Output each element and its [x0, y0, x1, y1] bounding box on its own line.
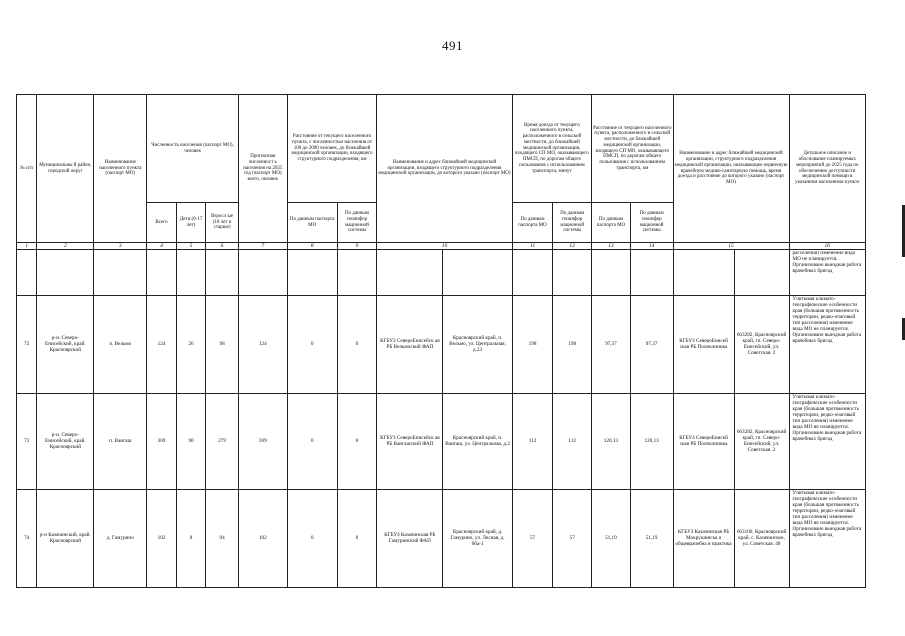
row-description: Учитывая климато-географические особенности края (большая протяженность территории, редко-очаговый тип расселения) изменение вида МО не планируется. Организовано выездная работа врачебных бригад [789, 394, 865, 490]
column-number: 11 [512, 243, 553, 250]
row-time-passport: 57 [512, 490, 553, 588]
table-row [17, 394, 866, 490]
column-number: 10 [377, 243, 512, 250]
row-total: 124 [147, 296, 177, 394]
row-description: Учитывая климато-географические особенности края (большая протяженность территории, редко-очаговый тип расселения) изменение вида МО не планируется. Организовано выездная работа врачебных бригад [789, 296, 865, 394]
header-district: Муниципальны й район, городской округ [37, 95, 94, 243]
row-dist-passport: 0 [287, 394, 337, 490]
column-number: 5 [176, 243, 206, 250]
header-num: № п/п [17, 95, 37, 243]
row-children: 90 [176, 394, 206, 490]
header-time-passport: По данным паспорта МО [512, 203, 553, 243]
header-distance-rural: Расстояние от текущего населенного пункта, расположенного в сельской местности, до ближайшей медицинской организации, входящего СП МО, оказывающего ПМСП, по дорогам общего пользования с использованием транспорта, км [592, 95, 673, 203]
continuation-row [17, 250, 866, 296]
row-mo-address: Красноярский край, д. Гамурино, ул. Лесная, д. 6ба-1 [443, 490, 512, 588]
header-dist-geo: По данным геоинфор мационной системы [337, 203, 377, 243]
row-mo-address: Красноярский край, п. Вангаш, ул. Центральная, д.2 [443, 394, 512, 490]
row-district: р-н. Северо-Енисейский, край. Красноярский [37, 296, 94, 394]
row-children: 26 [176, 296, 206, 394]
header-distance: Расстояние от текущего населенного пункта, с численностью населения от 100 до 2000 человек, до ближайшей медицинской организации, входящего структурного подразделения, км [287, 95, 377, 203]
row-dist-geo: 0 [337, 490, 377, 588]
continuation-description: расселения) изменение вида МО не планируется. Организовано выездная работа врачебных бригад [789, 250, 865, 296]
row-pmsp-address: 663282, Красноярский край, гп. Северо-Енисейский, ул. Советская. 2 [734, 296, 789, 394]
table-row [17, 490, 866, 588]
header-description: Детальное описание и обоснование планируемых мероприятий до 2025 года по обеспечению доступности медицинской помощи в указанном населенном пункте [789, 95, 865, 243]
row-pmsp-address: 663100, Красноярский край, с. Казачинское, ул. Советская. 48 [734, 490, 789, 588]
row-time-geo: 57 [553, 490, 592, 588]
header-pop-adults: Взросл ые (18 лет и старше) [206, 203, 239, 243]
row-dist-passport: 0 [287, 296, 337, 394]
row-pmsp-name: КГБУЗ СевероЕнисей ская РБ Поликлиника [673, 296, 734, 394]
row-dist2-passport: 51,19 [592, 490, 631, 588]
row-dist2-passport: 97,37 [592, 296, 631, 394]
column-number-row [17, 243, 866, 250]
header-pmsp: Наименование и адрес ближайшей медицинской организации, структурного подразделения медицинской организации, оказывающее первичную врачебную медико-санитарную помощь, время доезда и расстояние до которого указано (паспорт МО) [673, 95, 789, 243]
row-children: 8 [176, 490, 206, 588]
row-forecast: 369 [238, 394, 287, 490]
row-settlement: п. Вангаш [94, 394, 147, 490]
row-district: р-н. Северо-Енисейский, край. Красноярский [37, 394, 94, 490]
row-num: 73 [17, 394, 37, 490]
row-dist-passport: 0 [287, 490, 337, 588]
column-number: 8 [287, 243, 337, 250]
column-number: 15 [673, 243, 789, 250]
column-number: 16 [789, 243, 865, 250]
header-pop-children: Дети (0-17 лет) [176, 203, 206, 243]
column-number: 6 [206, 243, 239, 250]
row-pmsp-name: КГБУЗ Казачинская РБ Мокрушинска я общеврачебна я практика [673, 490, 734, 588]
column-number: 1 [17, 243, 37, 250]
column-number: 13 [592, 243, 631, 250]
row-time-passport: 112 [512, 394, 553, 490]
header-dist-passport: По данным паспорта МО [287, 203, 337, 243]
row-adults: 279 [206, 394, 239, 490]
header-time-geo: По данным геоинфор мационной системы [553, 203, 592, 243]
row-time-passport: 198 [512, 296, 553, 394]
row-num: 72 [17, 296, 37, 394]
row-dist2-passport: 120,13 [592, 394, 631, 490]
column-number: 2 [37, 243, 94, 250]
row-settlement: п. Вельмо [94, 296, 147, 394]
row-mo-address: Красноярский край, п. Вельмо, ул. Центральная, д.23 [443, 296, 512, 394]
column-number: 9 [337, 243, 377, 250]
row-adults: 98 [206, 296, 239, 394]
row-mo-name: КГБУЗ Казачинская РБ Гамуринский ФАП [377, 490, 443, 588]
header-population: Численность населения (паспорт МО), человек [147, 95, 239, 203]
header-travel-time: Время доезда от текущего населенного пункта, расположенного в сельской местности, до ближайшей медицинской организации, входящего СП МО, оказывающего ПМСП, по дорогам общего пользования с использованием транспорта, минут [512, 95, 591, 203]
row-dist-geo: 0 [337, 296, 377, 394]
header-mo: Наименование и адрес ближайшей медицинской организации, входящего структурного подразделения медицинской организации, до которого указано (паспорт МО) [377, 95, 512, 243]
row-dist2-geo: 97,37 [630, 296, 673, 394]
medical-access-table [16, 94, 866, 588]
header-forecast: Прогнозная численност ь населения на 2025 год (паспорт МО) всего, человек [238, 95, 287, 243]
row-adults: 94 [206, 490, 239, 588]
row-description: Учитывая климато-географические особенности края (большая протяженность территории, редко-очаговый тип расселения) изменение вида МО не планируется. Организовано выездная работа врачебных бригад [789, 490, 865, 588]
row-dist-geo: 0 [337, 394, 377, 490]
column-number: 12 [553, 243, 592, 250]
row-pmsp-address: 663282, Красноярский край, гп. Северо-Енисейский, ул. Советская. 2 [734, 394, 789, 490]
row-total: 369 [147, 394, 177, 490]
row-num: 74 [17, 490, 37, 588]
table-row [17, 296, 866, 394]
row-forecast: 124 [238, 296, 287, 394]
row-mo-name: КГБУЗ СевероЕнисейск ая РБ Вангашский ФАП [377, 394, 443, 490]
row-dist2-geo: 120,13 [630, 394, 673, 490]
row-time-geo: 112 [553, 394, 592, 490]
row-district: р-н Казачинский, край. Красноярский [37, 490, 94, 588]
header-pop-total: Всего [147, 203, 177, 243]
column-number: 7 [238, 243, 287, 250]
row-dist2-geo: 51,19 [630, 490, 673, 588]
header-dist2-geo: По данным геоинфор мационной системы [630, 203, 673, 243]
row-pmsp-name: КГБУЗ СевероЕнисей ская РБ Поликлиника [673, 394, 734, 490]
header-dist2-passport: По данным паспорта МО [592, 203, 631, 243]
column-number: 3 [94, 243, 147, 250]
page-number: 491 [442, 38, 463, 53]
row-time-geo: 198 [553, 296, 592, 394]
row-forecast: 102 [238, 490, 287, 588]
row-total: 102 [147, 490, 177, 588]
row-mo-name: КГБУЗ СевероЕнисейск ая РБ Вельмоский ФАП [377, 296, 443, 394]
column-number: 4 [147, 243, 177, 250]
row-settlement: д. Гамурино [94, 490, 147, 588]
column-number: 14 [630, 243, 673, 250]
header-settlement: Наименование населенного пункта (паспорт МО) [94, 95, 147, 243]
